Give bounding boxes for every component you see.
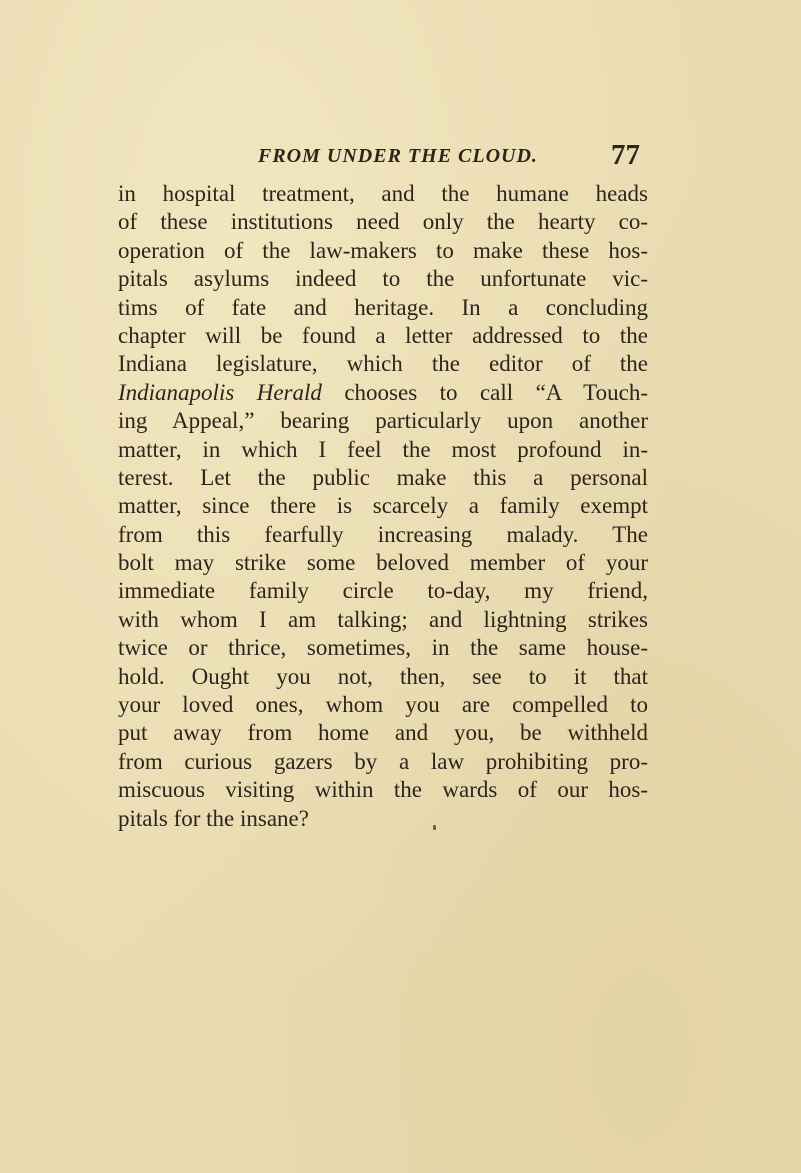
text-line: twice or thrice, sometimes, in the same house- <box>118 635 648 661</box>
text-line: ing Appeal,” bearing particularly upon another <box>118 408 648 434</box>
text-line: hold. Ought you not, then, see to it that <box>118 663 648 689</box>
ink-speck <box>433 825 436 830</box>
text-line: from curious gazers by a law prohibiting pro- <box>118 748 648 774</box>
text-fragment: chooses to call “A Touch- <box>321 379 648 405</box>
text-line: with whom I am talking; and lightning strikes <box>118 606 648 632</box>
text-line: operation of the law-makers to make these hos- <box>118 237 648 263</box>
text-line: of these institutions need only the hearty co- <box>118 209 648 235</box>
text-line: from this fearfully increasing malady. The <box>118 521 648 547</box>
page-number: 77 <box>611 139 640 171</box>
text-line: miscuous visiting within the wards of our hos- <box>118 777 648 803</box>
text-line: your loved ones, whom you are compelled to <box>118 692 648 718</box>
text-line: put away from home and you, be withheld <box>118 720 648 746</box>
text-line: pitals asylums indeed to the unfortunate vic- <box>118 266 648 292</box>
text-line-last: pitals for the insane? <box>118 805 309 831</box>
text-line: terest. Let the public make this a personal <box>118 464 648 490</box>
text-line: matter, in which I feel the most profound in- <box>118 436 648 462</box>
running-title: FROM UNDER THE CLOUD. <box>258 145 538 167</box>
text-line: bolt may strike some beloved member of your <box>118 550 648 576</box>
text-line: immediate family circle to-day, my friend, <box>118 578 648 604</box>
text-line: chapter will be found a letter addressed to the <box>118 322 648 348</box>
text-line: tims of fate and heritage. In a concluding <box>118 294 648 320</box>
text-line: in hospital treatment, and the humane heads <box>118 181 648 206</box>
body-text <box>118 180 648 833</box>
text-line: matter, since there is scarcely a family exempt <box>118 493 648 519</box>
text-line: Indiana legislature, which the editor of the <box>118 351 648 377</box>
running-head <box>118 139 658 175</box>
text-line <box>118 379 648 407</box>
newspaper-title: Indianapolis Herald <box>118 379 322 405</box>
